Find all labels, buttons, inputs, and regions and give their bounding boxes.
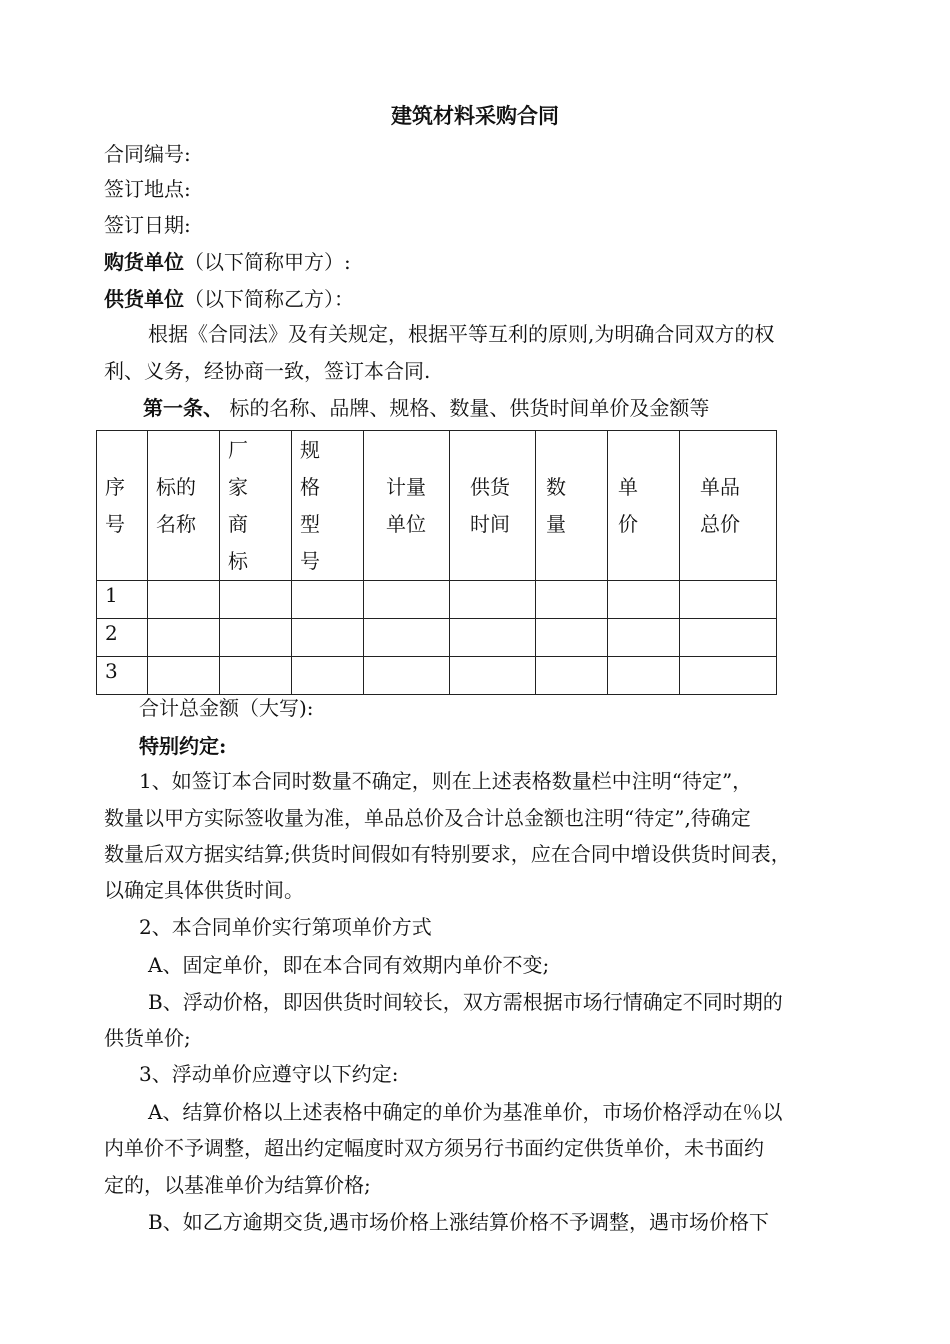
row-number: 3 [97,657,148,695]
row-number: 2 [97,619,148,657]
supplier-suffix: （以下简称乙方）： [184,287,354,311]
buyer-field [104,248,351,276]
signing-place-field: 签订地点: [104,177,191,201]
special-line: 供货单价; [104,1026,191,1050]
special-line: 定的，以基准单价为结算价格; [104,1173,371,1197]
total-amount: 合计总金额（大写): [139,696,314,720]
buyer-label: 购货单位 [104,250,184,274]
document-title: 建筑材料采购合同 [391,103,559,128]
article-1-label: 第一条、 [143,396,223,420]
table-header-row [97,431,777,581]
preamble-line-2: 利、义务，经协商一致，签订本合同. [104,359,431,383]
header-unit: 计量 单位 [386,474,426,536]
header-manufacturer-brand: 厂 家 商 标 [228,437,248,573]
special-line: 以确定具体供货时间。 [104,878,304,902]
signing-date-field: 签订日期: [104,213,191,237]
special-line: 1、如签订本合同时数量不确定，则在上述表格数量栏中注明“待定”， [139,769,753,793]
special-terms-heading: 特别约定: [139,734,227,758]
row-number: 1 [97,581,148,619]
header-supply-time: 供货 时间 [470,474,510,536]
contract-number-field: 合同编号: [104,142,191,166]
special-line: A、结算价格以上述表格中确定的单价为基准单价，市场价格浮动在％以 [148,1100,783,1124]
article-1-text: 标的名称、品牌、规格、数量、供货时间单价及金额等 [223,396,710,420]
special-line: 数量以甲方实际签收量为准，单品总价及合计总金额也注明“待定”,待确定 [104,806,751,830]
header-unit-price: 单 价 [618,474,638,536]
preamble-line-1: 根据《合同法》及有关规定，根据平等互利的原则,为明确合同双方的权 [148,322,775,346]
table-row [97,581,777,619]
header-item-total: 单品 总价 [700,474,740,536]
supplier-field [104,285,354,313]
special-line: A、固定单价，即在本合同有效期内单价不变; [148,953,550,977]
header-serial-no: 序 号 [105,474,125,536]
buyer-suffix: （以下简称甲方）: [184,250,351,274]
special-line: 2、本合同单价实行第项单价方式 [139,915,432,939]
header-quantity: 数 量 [546,474,566,536]
special-line: 3、浮动单价应遵守以下约定: [139,1062,399,1086]
special-line: B、浮动价格，即因供货时间较长，双方需根据市场行情确定不同时期的 [148,990,783,1014]
special-line: 数量后双方据实结算;供货时间假如有特别要求，应在合同中增设供货时间表， [104,842,791,866]
table-row [97,619,777,657]
table-row [97,657,777,695]
special-line: B、如乙方逾期交货,遇市场价格上涨结算价格不予调整，遇市场价格下 [148,1210,770,1234]
article-1 [143,394,709,422]
header-specification-model: 规 格 型 号 [300,437,320,573]
special-line: 内单价不予调整，超出约定幅度时双方须另行书面约定供货单价，未书面约 [104,1136,764,1160]
header-item-name: 标的 名称 [156,474,196,536]
supplier-label: 供货单位 [104,287,184,311]
goods-table [96,430,777,695]
